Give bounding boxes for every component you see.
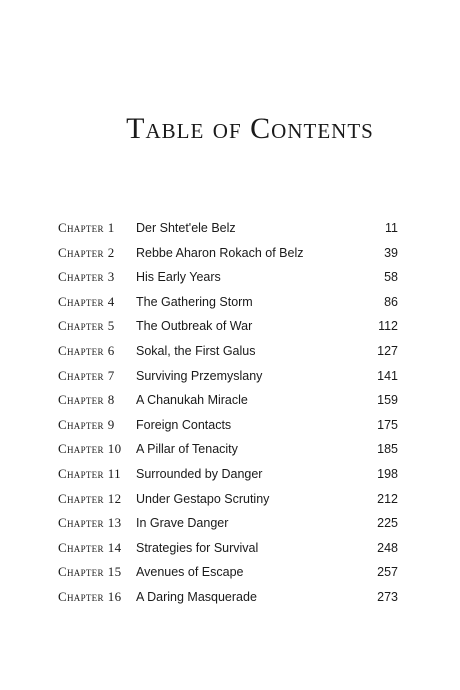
toc-row[interactable] bbox=[58, 560, 398, 585]
chapter-word: Chapter bbox=[58, 490, 104, 506]
chapter-number: 4 bbox=[107, 293, 115, 309]
chapter-number: 15 bbox=[107, 564, 122, 580]
chapter-title: A Daring Masquerade bbox=[136, 589, 257, 604]
chapter-page: 127 bbox=[377, 343, 398, 358]
toc-row[interactable] bbox=[58, 487, 398, 512]
toc-row[interactable] bbox=[58, 290, 398, 315]
chapter-page: 225 bbox=[377, 516, 398, 531]
toc-row[interactable] bbox=[58, 437, 398, 462]
toc-row[interactable] bbox=[58, 364, 398, 389]
chapter-label bbox=[58, 437, 136, 462]
chapter-label bbox=[58, 339, 136, 364]
toc-row[interactable] bbox=[58, 314, 398, 339]
chapter-page: 159 bbox=[377, 393, 398, 408]
chapter-label bbox=[58, 585, 136, 610]
chapter-number: 3 bbox=[107, 269, 115, 285]
chapter-page: 175 bbox=[377, 417, 398, 432]
chapter-title: The Gathering Storm bbox=[136, 294, 253, 309]
chapter-title: A Pillar of Tenacity bbox=[136, 442, 238, 457]
chapter-word: Chapter bbox=[58, 441, 104, 457]
chapter-title: Surviving Przemyslany bbox=[136, 368, 263, 383]
chapter-word: Chapter bbox=[58, 416, 104, 432]
chapter-title: Rebbe Aharon Rokach of Belz bbox=[136, 245, 304, 260]
chapter-title: Sokal, the First Galus bbox=[136, 343, 256, 358]
chapter-label bbox=[58, 388, 136, 413]
chapter-number: 11 bbox=[107, 465, 121, 481]
chapter-page: 257 bbox=[377, 565, 398, 580]
chapter-title: Avenues of Escape bbox=[136, 565, 244, 580]
chapter-number: 16 bbox=[107, 588, 122, 604]
chapter-title: Surrounded by Danger bbox=[136, 466, 263, 481]
chapter-label bbox=[58, 314, 136, 339]
chapter-word: Chapter bbox=[58, 564, 104, 580]
chapter-word: Chapter bbox=[58, 465, 104, 481]
chapter-number: 10 bbox=[107, 441, 122, 457]
chapter-number: 12 bbox=[107, 490, 122, 506]
chapter-word: Chapter bbox=[58, 244, 104, 260]
chapter-label bbox=[58, 290, 136, 315]
chapter-label bbox=[58, 413, 136, 438]
toc-row[interactable] bbox=[58, 388, 398, 413]
chapter-number: 7 bbox=[107, 367, 115, 383]
chapter-title: His Early Years bbox=[136, 270, 221, 285]
chapter-word: Chapter bbox=[58, 539, 104, 555]
chapter-page: 212 bbox=[377, 491, 398, 506]
chapter-page: 273 bbox=[377, 589, 398, 604]
chapter-number: 13 bbox=[107, 515, 122, 531]
toc-row[interactable] bbox=[58, 241, 398, 266]
chapter-word: Chapter bbox=[58, 220, 104, 235]
chapter-word: Chapter bbox=[58, 367, 104, 383]
chapter-number: 9 bbox=[107, 416, 115, 432]
chapter-number: 8 bbox=[107, 392, 115, 408]
chapter-word: Chapter bbox=[58, 293, 104, 309]
chapter-label bbox=[58, 560, 136, 585]
chapter-label bbox=[58, 216, 136, 241]
chapter-number: 6 bbox=[107, 342, 115, 358]
chapter-title: In Grave Danger bbox=[136, 516, 229, 531]
chapter-page: 86 bbox=[384, 294, 398, 309]
chapter-title: Under Gestapo Scrutiny bbox=[136, 491, 270, 506]
chapter-page: 58 bbox=[384, 270, 398, 285]
chapter-title: Foreign Contacts bbox=[136, 417, 232, 432]
chapter-number: 5 bbox=[107, 318, 115, 334]
chapter-title: Der Shtet'ele Belz bbox=[136, 221, 236, 235]
chapter-title: Strategies for Survival bbox=[136, 540, 259, 555]
chapter-page: 141 bbox=[377, 368, 398, 383]
toc-row[interactable] bbox=[58, 216, 398, 241]
toc-row[interactable] bbox=[58, 511, 398, 536]
chapter-label bbox=[58, 511, 136, 536]
chapter-label bbox=[58, 536, 136, 561]
chapter-word: Chapter bbox=[58, 342, 104, 358]
chapter-number: 1 bbox=[107, 220, 115, 235]
chapter-number: 2 bbox=[107, 244, 115, 260]
toc-row[interactable] bbox=[58, 536, 398, 561]
chapter-page: 11 bbox=[385, 221, 398, 235]
chapter-page: 112 bbox=[378, 319, 398, 334]
toc-row[interactable] bbox=[58, 462, 398, 487]
chapter-label bbox=[58, 364, 136, 389]
chapter-label bbox=[58, 265, 136, 290]
chapter-page: 248 bbox=[377, 540, 398, 555]
toc-row[interactable] bbox=[58, 413, 398, 438]
page-title: Table of Contents bbox=[126, 112, 374, 145]
chapter-word: Chapter bbox=[58, 318, 104, 334]
chapter-word: Chapter bbox=[58, 588, 104, 604]
chapter-number: 14 bbox=[107, 539, 122, 555]
chapter-word: Chapter bbox=[58, 515, 104, 531]
toc-row[interactable] bbox=[58, 265, 398, 290]
chapter-word: Chapter bbox=[58, 392, 104, 408]
chapter-word: Chapter bbox=[58, 269, 104, 285]
chapter-label bbox=[58, 241, 136, 266]
chapter-page: 198 bbox=[377, 466, 398, 481]
chapter-page: 39 bbox=[384, 245, 398, 260]
chapter-page: 185 bbox=[377, 442, 398, 457]
chapter-label bbox=[58, 487, 136, 512]
chapter-label bbox=[58, 462, 136, 487]
toc-list bbox=[58, 216, 398, 610]
toc-row[interactable] bbox=[58, 339, 398, 364]
toc-row[interactable] bbox=[58, 585, 398, 610]
chapter-title: A Chanukah Miracle bbox=[136, 393, 248, 408]
chapter-title: The Outbreak of War bbox=[136, 319, 253, 334]
